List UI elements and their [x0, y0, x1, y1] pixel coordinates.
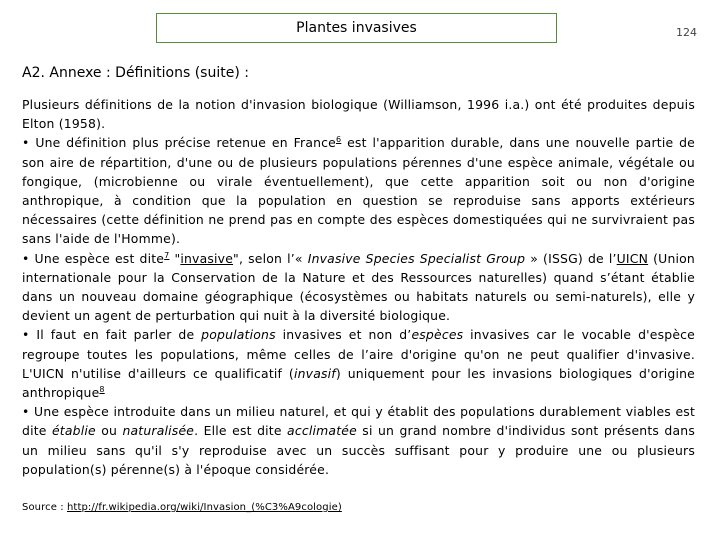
bullet-definition-france: [22, 133, 695, 248]
intro-paragraph: Plusieurs définitions de la notion d'invasion biologique (Williamson, 1996 i.a.) ont été produites depuis Elton (1958).: [22, 97, 695, 132]
text-span: . Elle est dite: [194, 423, 288, 439]
header-title: Plantes invasives: [296, 20, 417, 36]
text-span: si un grand nombre d'individus sont présents dans un milieu sans qu'il s'y reproduise avec un succès suffisant pour y produire une ou plusieurs population(s) pérenne(s) à l'époque considérée.: [22, 423, 695, 477]
bullet-definition-issg: [22, 249, 695, 326]
italic-term: établie: [51, 423, 96, 439]
invasive-link[interactable]: invasive: [180, 250, 234, 266]
text-span: • Une espèce introduite dans un milieu naturel, et qui y établit des populations durablement viables est dite: [22, 404, 695, 439]
footnote-link-8[interactable]: 8: [99, 384, 105, 394]
italic-term: populations: [201, 327, 276, 343]
bullet-populations: [22, 325, 695, 402]
text-span: invasives car le vocable d'espèce regroupe toutes les populations, même celles de l’aire d'origine qu'on ne peut qualifier d'invasive. L'UICN n'utilise d'ailleurs ce qualificatif (: [22, 327, 695, 381]
header-title-box: [156, 13, 557, 43]
text-span: (Union internationale pour la Conservation de la Nature et des Ressources naturelles) quand s’étant établie dans un nouveau domaine géographique (écosystèmes ou habitats naturels ou semi-naturels), elle y devient un agent de perturbation qui nuit à la diversité biologique.: [22, 250, 695, 324]
text-span: ) uniquement pour les invasions biologiques d'origine anthropique: [22, 365, 695, 401]
text-span: ou: [95, 423, 123, 439]
source-line: [22, 502, 342, 513]
page-number: 124: [676, 26, 697, 39]
footnote-ref-8[interactable]: [99, 385, 104, 394]
italic-term: acclimatée: [287, 423, 357, 439]
bullet-introduced-species: [22, 402, 695, 479]
footnote-link-7[interactable]: 7: [164, 250, 170, 260]
source-label: Source :: [22, 502, 67, 513]
text-span: est l'apparition durable, dans une nouvelle partie de son aire de répartition, d'une ou de plusieurs populations pérennes d'une espèce animale, végétale ou fongique, (microbienne ou virale éventuellement), que cette apparition soit ou non d'origine anthropique, à condition que la population en question se reproduise sans apports extérieurs nécessaires (cette définition ne prend pas en compte des espèces domestiquées qui ne survivraient pas sans l'aide de l'Homme).: [22, 135, 695, 247]
text-span: ": [169, 250, 181, 266]
text-span: • Il faut en fait parler de: [22, 327, 202, 343]
italic-term: invasif: [293, 365, 336, 381]
text-span: » (ISSG) de l’: [525, 250, 617, 266]
body-text: [22, 95, 695, 479]
italic-term: espèces: [411, 327, 464, 343]
uicn-link[interactable]: UICN: [616, 250, 649, 266]
text-span: ", selon l’«: [233, 250, 308, 266]
source-link[interactable]: http://fr.wikipedia.org/wiki/Invasion_(%C3%A9cologie): [66, 502, 342, 513]
italic-term: naturalisée: [122, 423, 195, 439]
section-title: A2. Annexe : Définitions (suite) :: [22, 65, 249, 81]
issg-name: Invasive Species Specialist Group: [307, 250, 526, 266]
text-span: invasives et non d’: [275, 327, 412, 343]
text-span: • Une espèce est dite: [22, 250, 165, 266]
footnote-link-6[interactable]: 6: [336, 135, 342, 145]
text-span: • Une définition plus précise retenue en France: [22, 135, 336, 151]
